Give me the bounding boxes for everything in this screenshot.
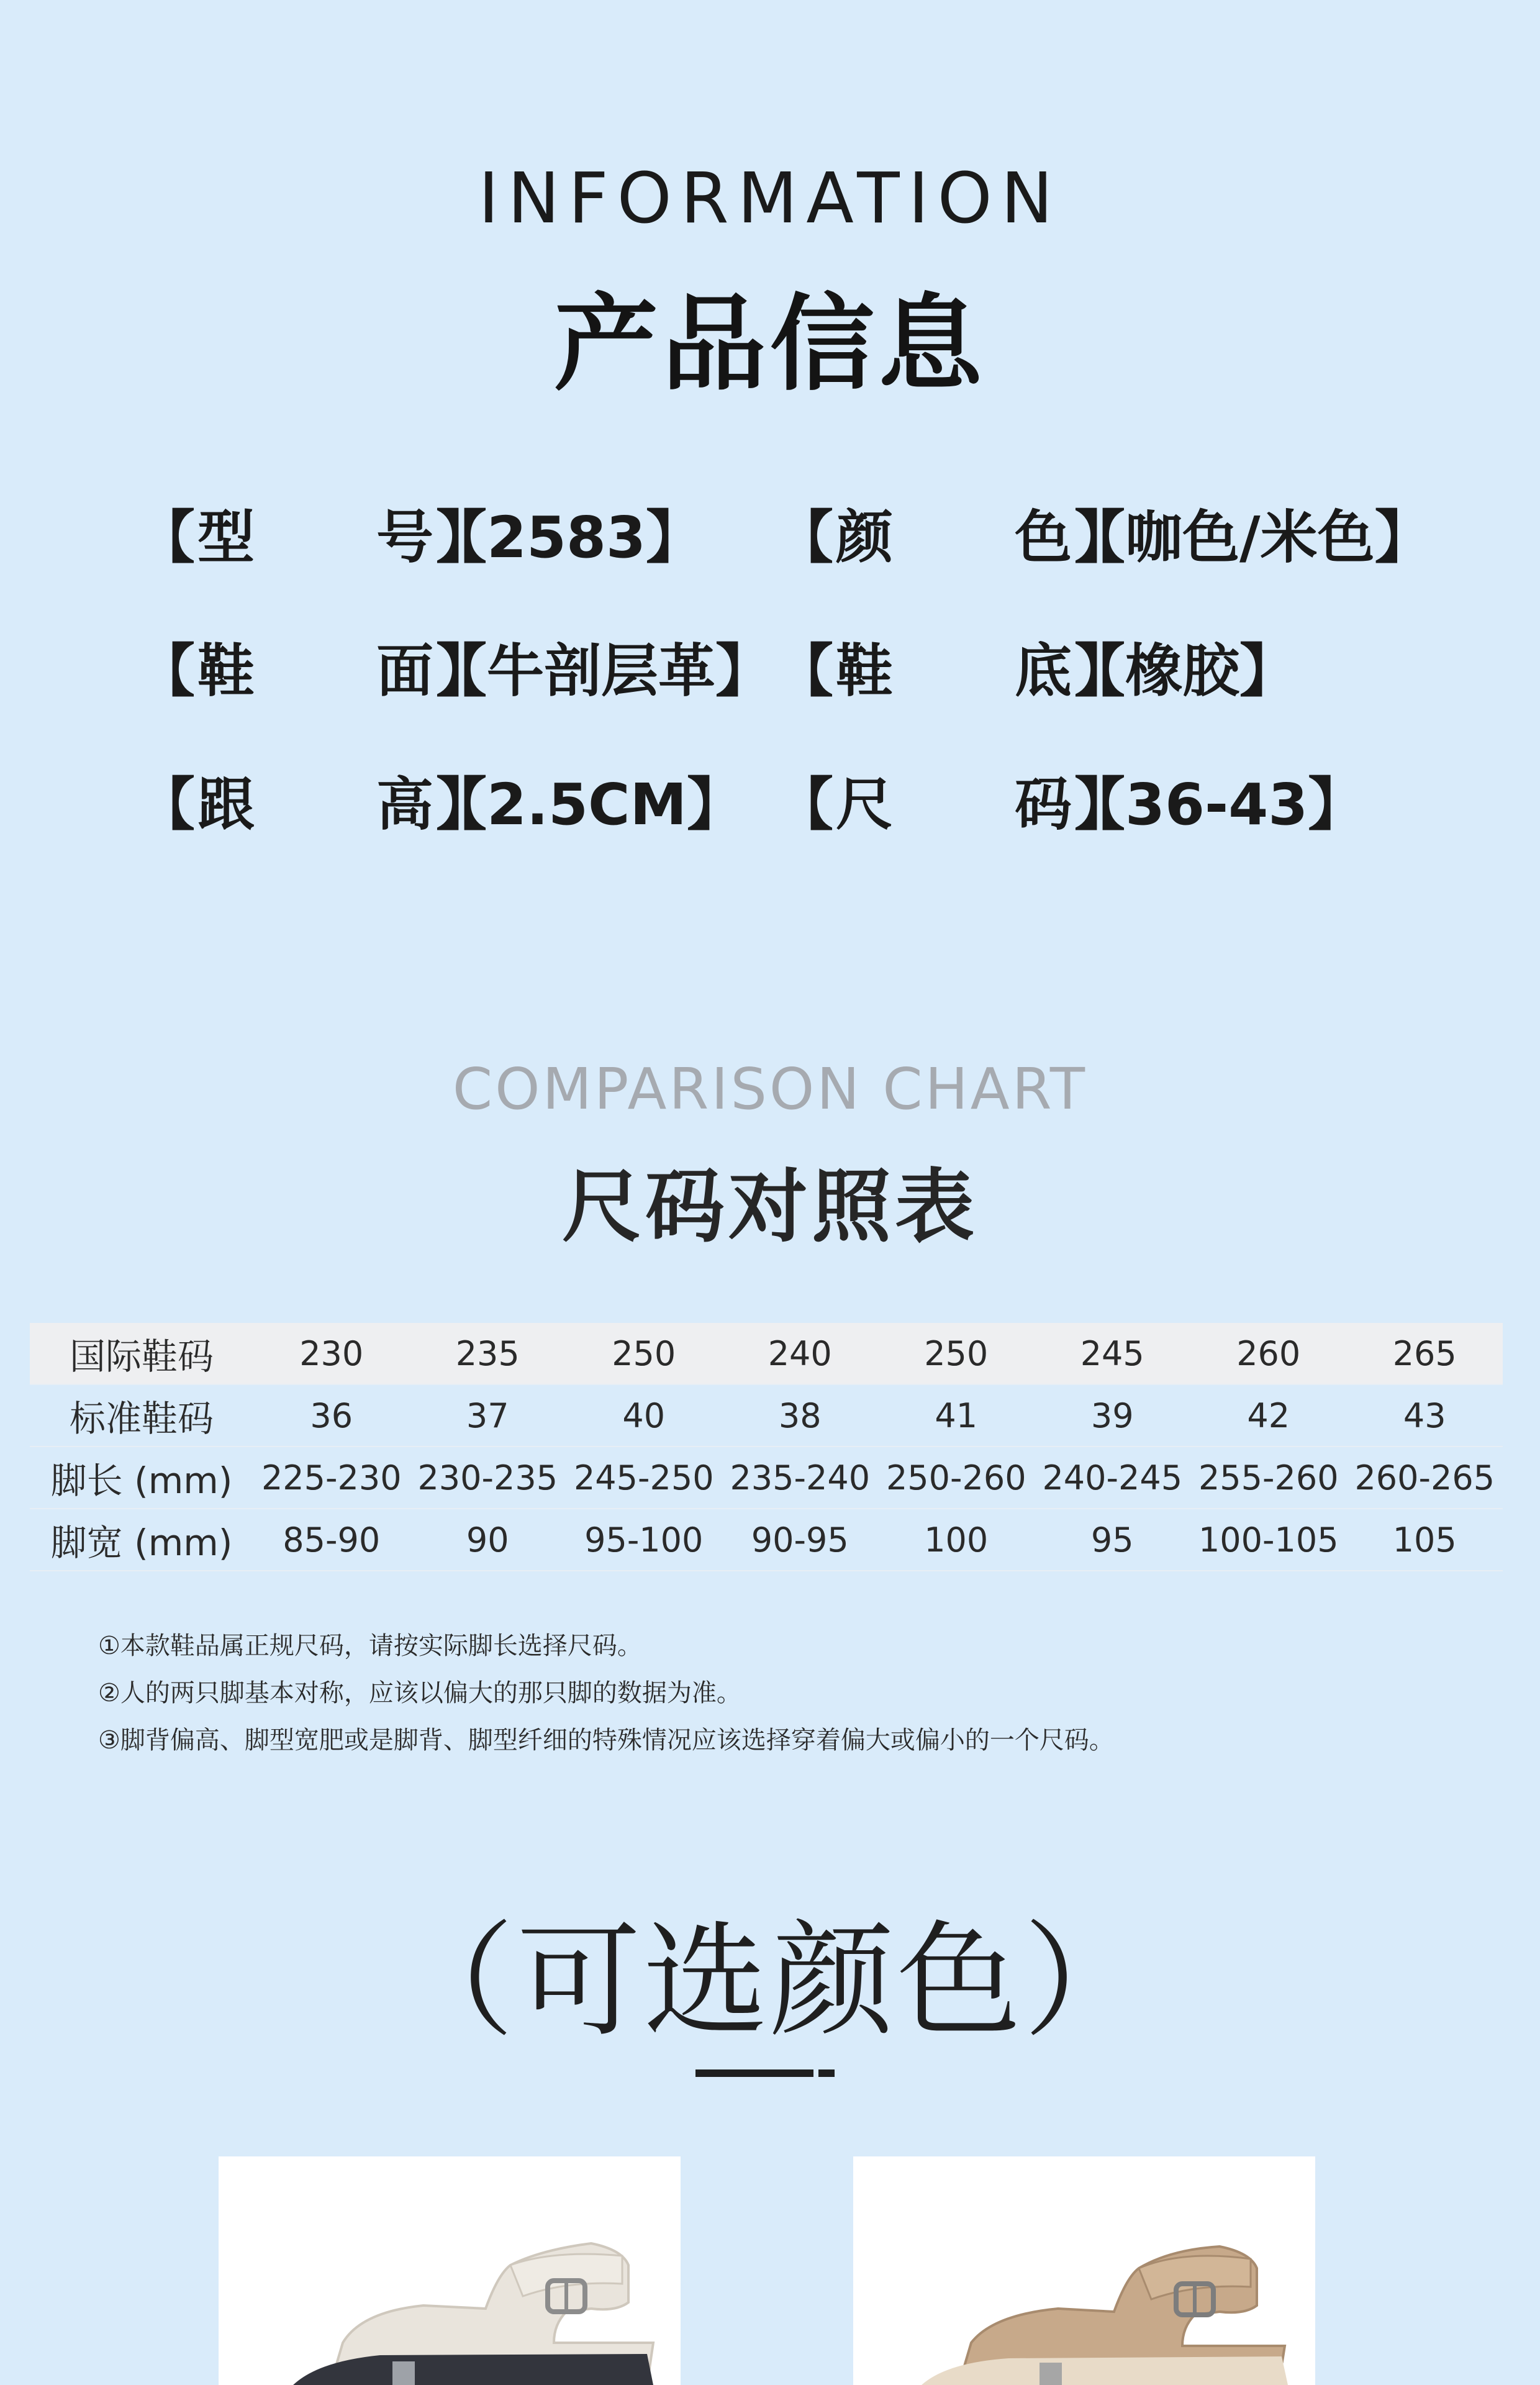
size-note: ②人的两只脚基本对称，应该以偏大的那只脚的数据为准。 (98, 1679, 741, 1707)
spec-value: 【橡胶】 (1068, 638, 1297, 704)
spec-label: 【颜 色】 (776, 504, 1135, 571)
table-cell: 100-105 (1190, 1509, 1347, 1571)
product-photo-beige[interactable] (219, 2156, 681, 2385)
table-cell: 230-235 (410, 1447, 566, 1509)
spec-heel (138, 771, 745, 838)
row-header: 脚长 (mm) (30, 1447, 253, 1509)
table-cell: 245-250 (566, 1447, 722, 1509)
table-cell: 43 (1347, 1384, 1503, 1447)
spec-label: 【跟 高】 (138, 771, 496, 838)
spec-model (138, 504, 704, 571)
table-cell: 42 (1190, 1384, 1347, 1447)
table-cell: 85-90 (253, 1509, 410, 1571)
comparison-title-cn: 尺码对照表 (561, 1161, 978, 1253)
table-cell: 41 (878, 1384, 1035, 1447)
spec-label: 【尺 码】 (776, 771, 1135, 838)
table-cell: 250-260 (878, 1447, 1035, 1509)
spec-color (776, 504, 1432, 571)
spec-label: 【鞋 底】 (776, 638, 1135, 704)
table-cell: 39 (1035, 1384, 1191, 1447)
row-header: 国际鞋码 (30, 1323, 253, 1384)
colors-title: （可选颜色） (389, 1909, 1150, 2054)
table-cell: 240-245 (1035, 1447, 1191, 1509)
size-chart-table (30, 1323, 1503, 1571)
table-cell: 260 (1190, 1323, 1347, 1384)
spec-size (776, 771, 1366, 838)
spec-value: 【2.5CM】 (430, 771, 745, 838)
row-header: 脚宽 (mm) (30, 1509, 253, 1571)
spec-value: 【牛剖层革】 (430, 638, 773, 704)
row-header: 标准鞋码 (30, 1384, 253, 1447)
product-photo-brown[interactable] (853, 2156, 1315, 2385)
section-title-en: INFORMATION (478, 158, 1062, 239)
table-cell: 235-240 (722, 1447, 879, 1509)
comparison-title-en: COMPARISON CHART (452, 1056, 1088, 1122)
table-cell: 230 (253, 1323, 410, 1384)
size-note: ①本款鞋品属正规尺码，请按实际脚长选择尺码。 (98, 1632, 642, 1660)
spec-label: 【型 号】 (138, 504, 496, 571)
table-cell: 225-230 (253, 1447, 410, 1509)
table-cell: 37 (410, 1384, 566, 1447)
spec-value: 【咖色/米色】 (1068, 504, 1432, 571)
table-cell: 250 (878, 1323, 1035, 1384)
spec-value: 【2583】 (430, 504, 704, 571)
table-cell: 38 (722, 1384, 879, 1447)
table-cell: 265 (1347, 1323, 1503, 1384)
table-cell: 105 (1347, 1509, 1503, 1571)
section-title-cn: 产品信息 (554, 283, 986, 405)
table-cell: 260-265 (1347, 1447, 1503, 1509)
table-cell: 100 (878, 1509, 1035, 1571)
table-row (30, 1447, 1503, 1509)
size-note: ③脚背偏高、脚型宽肥或是脚背、脚型纤细的特殊情况应该选择穿着偏大或偏小的一个尺码。 (98, 1726, 1114, 1755)
divider-line (695, 2069, 813, 2077)
table-cell: 235 (410, 1323, 566, 1384)
table-row (30, 1384, 1503, 1447)
divider-dot (818, 2069, 835, 2077)
table-cell: 95 (1035, 1509, 1191, 1571)
table-cell: 250 (566, 1323, 722, 1384)
table-cell: 255-260 (1190, 1447, 1347, 1509)
table-cell: 95-100 (566, 1509, 722, 1571)
spec-label: 【鞋 面】 (138, 638, 496, 704)
spec-sole (776, 638, 1297, 704)
beige-sandal-illustration (219, 2156, 681, 2385)
table-row (30, 1509, 1503, 1571)
table-cell: 40 (566, 1384, 722, 1447)
spec-value: 【36-43】 (1068, 771, 1366, 838)
table-cell: 90-95 (722, 1509, 879, 1571)
brown-sandal-illustration (853, 2156, 1315, 2385)
table-cell: 36 (253, 1384, 410, 1447)
table-cell: 240 (722, 1323, 879, 1384)
table-row (30, 1323, 1503, 1384)
table-cell: 90 (410, 1509, 566, 1571)
spec-upper (138, 638, 773, 704)
table-cell: 245 (1035, 1323, 1191, 1384)
